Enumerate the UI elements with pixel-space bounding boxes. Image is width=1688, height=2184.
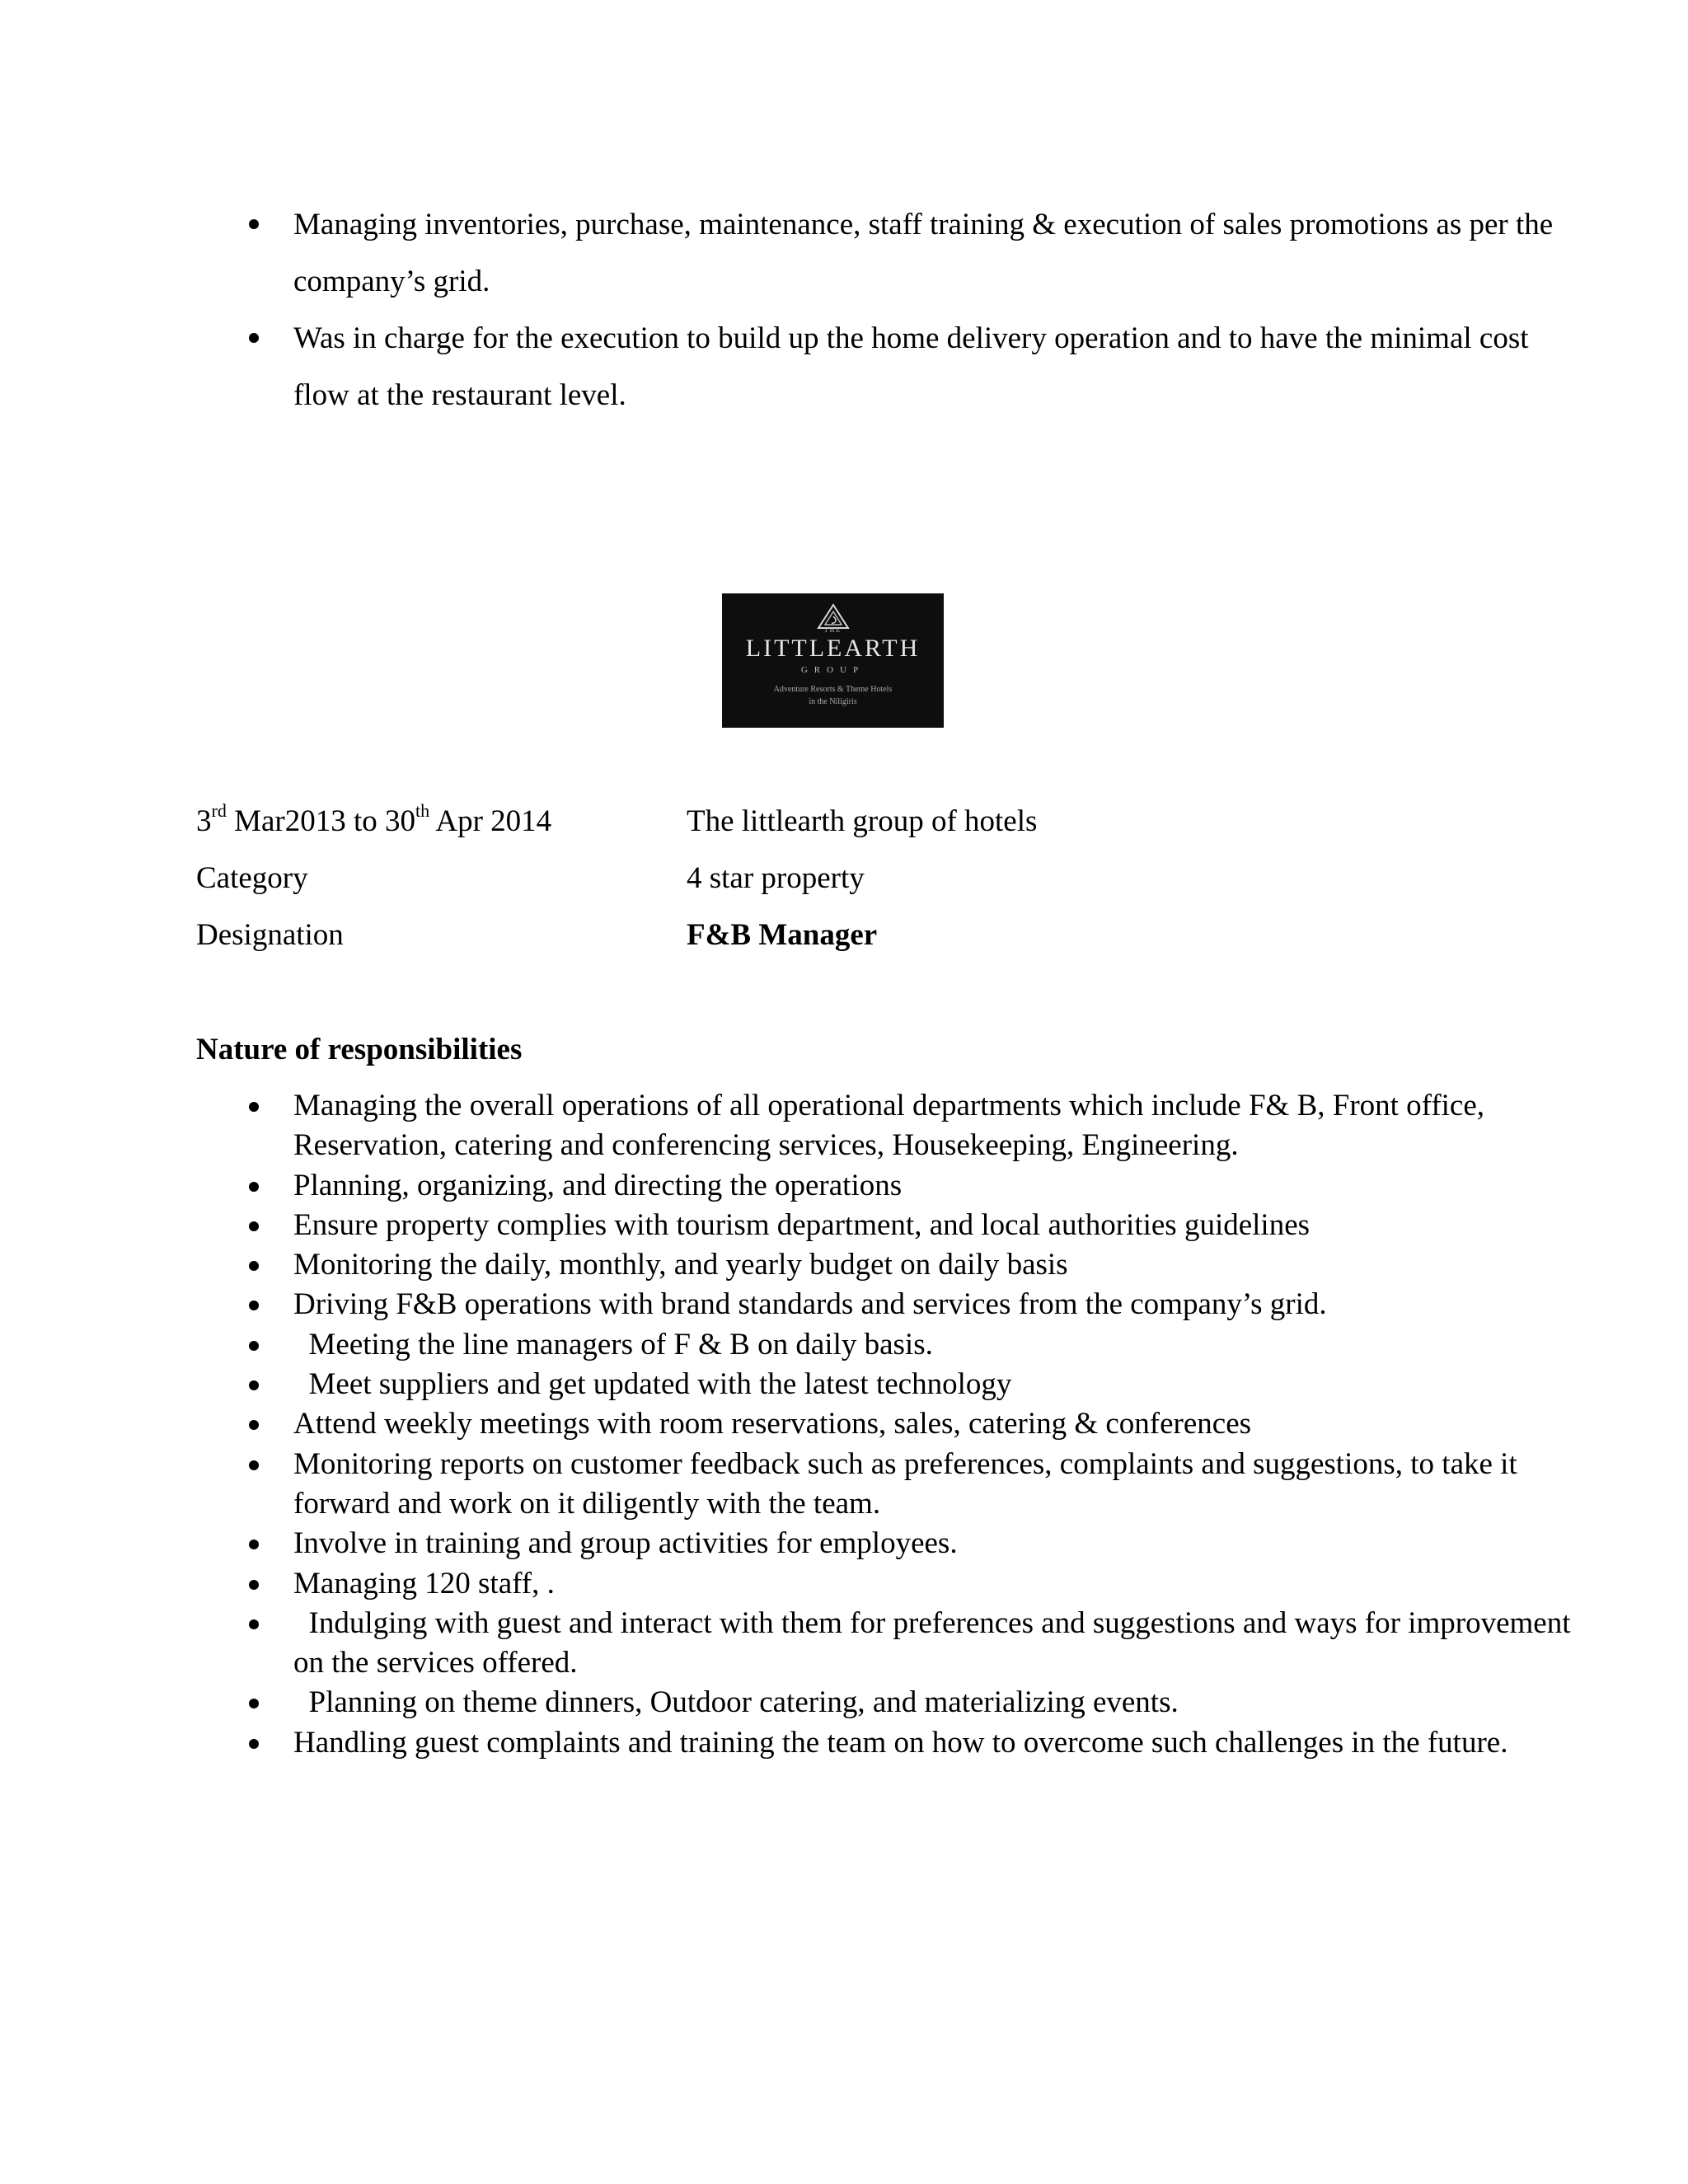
employment-dates: 3rd Mar2013 to 30th Apr 2014	[196, 799, 552, 838]
designation-value: F&B Manager	[687, 918, 878, 952]
logo-the: THE	[823, 626, 842, 634]
bullet-text: Planning on theme dinners, Outdoor catering, and materializing events.	[293, 1685, 1179, 1720]
list-item	[247, 1404, 1599, 1444]
employment-dates-row	[196, 797, 1597, 846]
designation-row	[196, 911, 1597, 960]
logo-tagline: Adventure Resorts & Theme Hotels	[773, 685, 893, 694]
list-item	[247, 1723, 1599, 1763]
section-heading: Nature of responsibilities	[196, 1033, 523, 1066]
category-row	[196, 854, 1597, 903]
bullet-text: Meet suppliers and get updated with the latest technology	[293, 1367, 1012, 1402]
list-item	[247, 1166, 1599, 1206]
responsibilities-list	[247, 1086, 1599, 1763]
logo-group: GROUP	[800, 665, 865, 675]
list-item	[247, 1683, 1599, 1722]
bullet-text: Attend weekly meetings with room reservations, sales, catering & conferences	[293, 1407, 1252, 1441]
bullet-text: Managing inventories, purchase, maintenance, staff training & execution of sales promotions as per the company’s grid.	[293, 208, 1554, 298]
company-name: The littlearth group of hotels	[687, 804, 1038, 838]
previous-role-bullets	[247, 196, 1566, 424]
list-item	[247, 310, 1566, 424]
bullet-text: Monitoring the daily, monthly, and yearly budget on daily basis	[293, 1248, 1068, 1282]
bullet-text: Driving F&B operations with brand standards and services from the company’s grid.	[293, 1287, 1327, 1322]
bullet-text: Indulging with guest and interact with them for preferences and suggestions and ways for improvement on the services offered.	[293, 1605, 1578, 1680]
littlearth-logo	[722, 593, 944, 728]
list-item	[247, 1604, 1599, 1684]
logo-name: LITTLEARTH	[745, 635, 921, 662]
bullet-text: Managing the overall operations of all operational departments which include F& B, Front office, Reservation, catering and conferencing services, Housekeeping, Engineering.	[293, 1089, 1485, 1163]
list-item	[247, 1365, 1599, 1404]
bullet-text: Planning, organizing, and directing the operations	[293, 1168, 903, 1202]
bullet-text: Handling guest complaints and training the team on how to overcome such challenges in the future.	[293, 1725, 1508, 1760]
list-item	[247, 196, 1566, 310]
bullet-text: Was in charge for the execution to build up the home delivery operation and to have the minimal cost flow at the restaurant level.	[293, 321, 1529, 412]
list-item	[247, 1564, 1599, 1604]
designation-label: Designation	[196, 918, 344, 952]
bullet-text: Meeting the line managers of F & B on daily basis.	[293, 1327, 933, 1361]
list-item	[247, 1285, 1599, 1324]
list-item	[247, 1445, 1599, 1525]
list-item	[247, 1245, 1599, 1285]
list-item	[247, 1524, 1599, 1563]
bullet-text: Monitoring reports on customer feedback such as preferences, complaints and suggestions, to take it forward and work on it diligently with the team.	[293, 1446, 1517, 1521]
bullet-text: Ensure property complies with tourism department, and local authorities guidelines	[293, 1207, 1311, 1242]
logo-tagline: in the Niligiris	[809, 697, 857, 706]
list-item	[247, 1206, 1599, 1245]
bullet-text: Managing 120 staff, .	[293, 1566, 555, 1601]
list-item	[247, 1086, 1599, 1166]
category-label: Category	[196, 861, 308, 895]
list-item	[247, 1325, 1599, 1365]
bullet-text: Involve in training and group activities for employees.	[293, 1526, 958, 1561]
category-value: 4 star property	[687, 861, 865, 895]
